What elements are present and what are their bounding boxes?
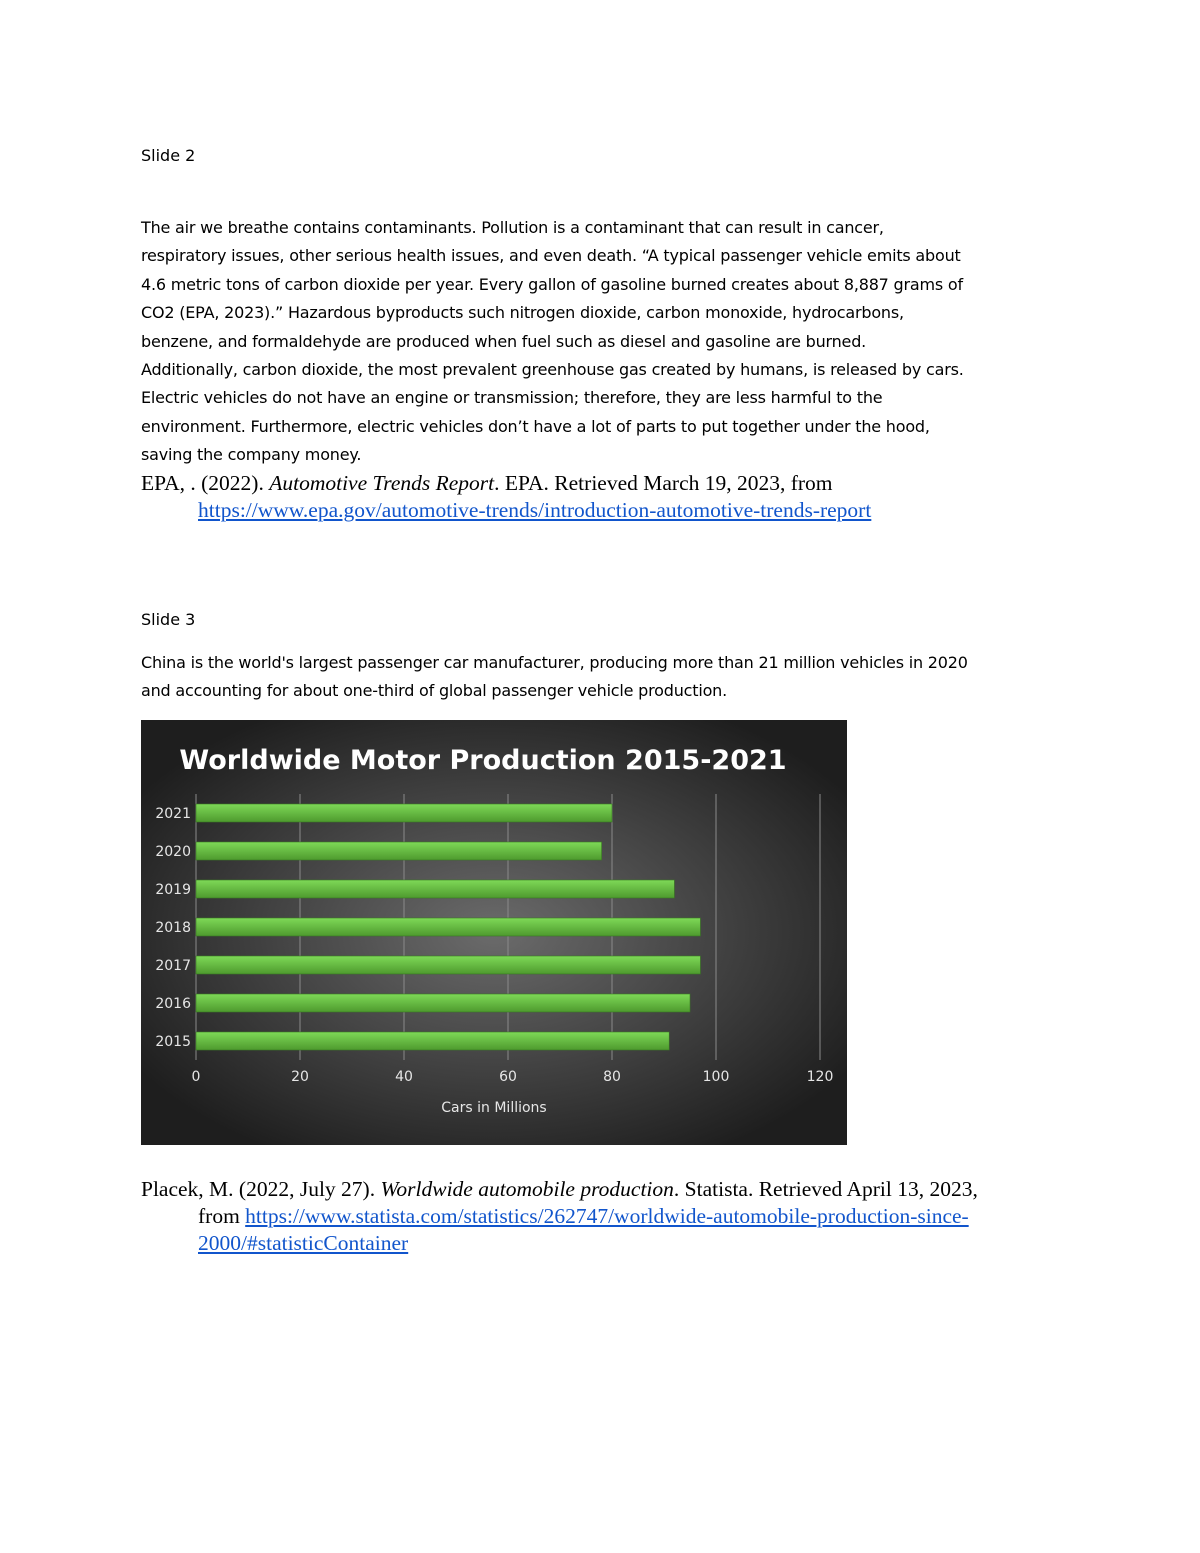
paragraph-line: Electric vehicles do not have an engine or transmission; therefore, they are less harmful to the xyxy=(141,388,883,408)
paragraph-line: and accounting for about one-third of global passenger vehicle production. xyxy=(141,681,727,701)
y-tick-label: 2020 xyxy=(155,844,191,860)
x-tick-label: 120 xyxy=(806,1069,834,1085)
bar-2017 xyxy=(196,956,700,974)
x-tick-label: 0 xyxy=(191,1069,201,1085)
paragraph-line: saving the company money. xyxy=(141,445,362,465)
x-tick-label: 40 xyxy=(395,1069,413,1085)
slide-2-heading: Slide 2 xyxy=(141,146,196,165)
paragraph-line: 4.6 metric tons of carbon dioxide per year. Every gallon of gasoline burned creates about 8,887 grams of xyxy=(141,274,963,294)
chart-title: Worldwide Motor Production 2015-2021 xyxy=(179,745,787,776)
paragraph-line: respiratory issues, other serious health issues, and even death. “A typical passenger vehicle emits about xyxy=(141,246,961,266)
bar-2015 xyxy=(196,1032,669,1050)
citation-link[interactable]: https://www.statista.com/statistics/262747/worldwide-automobile-production-since- xyxy=(245,1204,969,1228)
x-tick-label: 100 xyxy=(702,1069,730,1085)
citation-suffix: . EPA. Retrieved March 19, 2023, from xyxy=(494,471,833,495)
paragraph-line: CO2 (EPA, 2023).” Hazardous byproducts such nitrogen dioxide, carbon monoxide, hydrocarbons, xyxy=(141,303,904,323)
slide-2-paragraph xyxy=(141,214,1071,470)
slide-2-citation xyxy=(141,470,1061,524)
x-tick-label: 20 xyxy=(291,1069,309,1085)
bar-2021 xyxy=(196,804,612,822)
production-bar-chart xyxy=(141,720,847,1145)
slide-3-citation xyxy=(141,1176,1061,1257)
y-tick-label: 2016 xyxy=(155,996,191,1012)
citation-from: from xyxy=(198,1204,246,1228)
slide-3-heading: Slide 3 xyxy=(141,610,196,629)
citation-prefix: Placek, M. (2022, July 27). xyxy=(141,1177,381,1201)
paragraph-line: Additionally, carbon dioxide, the most prevalent greenhouse gas created by humans, is released by cars. xyxy=(141,360,964,380)
y-tick-label: 2021 xyxy=(155,806,191,822)
paragraph-line: environment. Furthermore, electric vehicles don’t have a lot of parts to put together under the hood, xyxy=(141,416,930,436)
citation-title: Worldwide automobile production xyxy=(380,1177,674,1201)
citation-title: Automotive Trends Report xyxy=(269,471,495,495)
citation-line xyxy=(141,1176,1061,1203)
bar-2020 xyxy=(196,842,602,860)
citation-suffix: . Statista. Retrieved April 13, 2023, xyxy=(673,1177,978,1201)
x-tick-label: 60 xyxy=(499,1069,517,1085)
y-tick-label: 2015 xyxy=(155,1034,191,1050)
citation-line xyxy=(141,470,1061,497)
paragraph-line: The air we breathe contains contaminants. Pollution is a contaminant that can result in cancer, xyxy=(141,218,884,237)
chart-x-axis-label: Cars in Millions xyxy=(441,1100,547,1116)
bar-2018 xyxy=(196,918,700,936)
bar-2019 xyxy=(196,880,674,898)
citation-line xyxy=(141,497,1061,524)
y-tick-label: 2017 xyxy=(155,958,191,974)
y-tick-label: 2019 xyxy=(155,882,191,898)
paragraph-line: benzene, and formaldehyde are produced when fuel such as diesel and gasoline are burned. xyxy=(141,331,867,351)
x-tick-label: 80 xyxy=(603,1069,621,1085)
citation-line xyxy=(141,1230,1061,1257)
citation-line xyxy=(141,1203,1061,1230)
citation-link[interactable]: https://www.epa.gov/automotive-trends/introduction-automotive-trends-report xyxy=(198,498,872,522)
y-tick-label: 2018 xyxy=(155,920,191,936)
bar-2016 xyxy=(196,994,690,1012)
citation-link-continued[interactable]: 2000/#statisticContainer xyxy=(198,1231,409,1255)
slide-3-paragraph xyxy=(141,649,1071,706)
citation-prefix: EPA, . (2022). xyxy=(141,471,270,495)
paragraph-line: China is the world's largest passenger car manufacturer, producing more than 21 million vehicles in 2020 xyxy=(141,653,968,672)
